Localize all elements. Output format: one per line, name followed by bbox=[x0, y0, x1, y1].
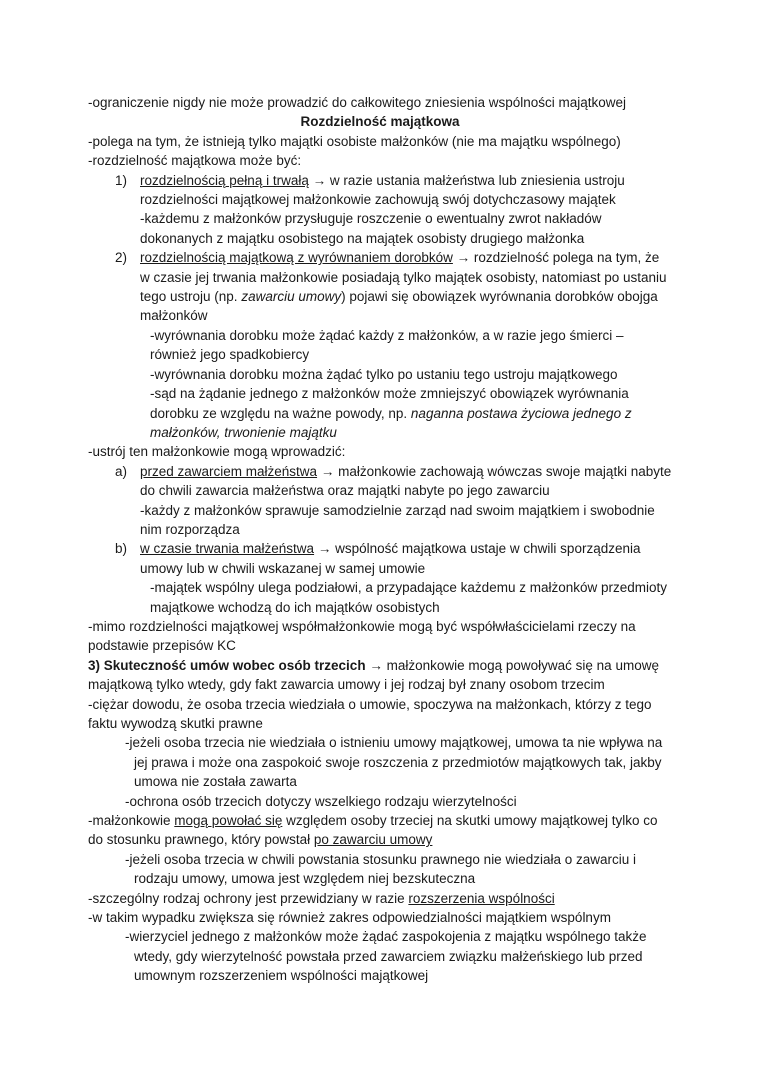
paragraph bbox=[88, 132, 672, 151]
text-run: → bbox=[452, 250, 474, 266]
indented-note bbox=[88, 850, 672, 889]
paragraph bbox=[88, 617, 672, 656]
text-run: → bbox=[314, 541, 336, 557]
text-run: -rozdzielność majątkowa może być: bbox=[88, 153, 302, 169]
paragraph bbox=[88, 889, 672, 908]
text-run: w czasie trwania małżeństwa bbox=[140, 541, 315, 557]
indented-note bbox=[88, 792, 672, 811]
text-run: naganna postawa życiowa jednego z małżonków, trwonienie majątku bbox=[150, 405, 632, 440]
text-run: -ciężar dowodu, że osoba trzecia wiedziała o umowie, spoczywa na małżonkach, którzy z tego faktu wywodzą skutki prawne bbox=[88, 696, 652, 731]
text-run: -szczególny rodzaj ochrony jest przewidziany w razie bbox=[88, 890, 409, 906]
text-run: -wyrównania dorobku można żądać tylko po ustaniu tego ustroju majątkowego bbox=[150, 366, 618, 382]
text-run: wspólność majątkowa ustaje w chwili sporządzenia umowy lub w chwili wskazanej w samej umowie bbox=[140, 541, 641, 576]
text-run: -każdy z małżonków sprawuje samodzielnie zarząd nad swoim majątkiem i swobodnie nim rozporządza bbox=[140, 502, 655, 537]
text-run: -sąd na żądanie jednego z małżonków może zmniejszyć obowiązek wyrównania dorobku ze względu na ważne powody, np. bbox=[150, 386, 629, 421]
text-run: -wyrównania dorobku może żądać każdy z małżonków, a w razie jego śmierci – również jego spadkobiercy bbox=[150, 327, 624, 363]
paragraph bbox=[88, 442, 672, 461]
text-run: -ograniczenie nigdy nie może prowadzić do całkowitego zniesienia wspólności majątkowej bbox=[88, 95, 627, 110]
text-run: -mimo rozdzielności majątkowej współmałżonkowie mogą być współwłaścicielami rzeczy na podstawie przepisów KC bbox=[88, 618, 636, 654]
text-run: -ochrona osób trzecich dotyczy wszelkiego rodzaju wierzytelności bbox=[125, 793, 517, 809]
text-run: -każdemu z małżonków przysługuje roszczenie o ewentualny zwrot nakładów dokonanych z majątku osobistego na majątek osobisty drugiego małżonka bbox=[140, 211, 602, 246]
text-run: rozdzielnością majątkową z wyrównaniem dorobków bbox=[140, 250, 453, 266]
list-marker: 2) bbox=[115, 250, 128, 266]
text-run: 3) Skuteczność umów wobec osób trzecich bbox=[88, 657, 366, 673]
indented-note bbox=[88, 733, 672, 791]
text-run: ) pojawi się obowiązek wyrównania dorobków obojga małżonków bbox=[140, 289, 658, 324]
text-run: -jeżeli osoba trzecia w chwili powstania stosunku prawnego nie wiedziała o zawarciu i rodzaju umowy, umowa jest względem niej bezskuteczna bbox=[125, 851, 637, 887]
text-run: rozdzielność polega na tym, że w czasie jej trwania małżonkowie posiadają tylko majątek osobisty, natomiast po ustaniu tego ustroju (np. bbox=[140, 250, 667, 305]
list-item-continuation bbox=[88, 209, 672, 248]
text-run: → bbox=[365, 657, 387, 673]
list-item bbox=[88, 171, 672, 210]
text-run: zawarciu umowy bbox=[241, 289, 342, 305]
text-run: Rozdzielność majątkowa bbox=[300, 114, 460, 130]
list-item-subnote bbox=[88, 578, 672, 617]
list-item bbox=[88, 462, 672, 501]
document-title bbox=[88, 112, 672, 131]
paragraph bbox=[88, 811, 672, 850]
text-run: małżonkowie zachowają wówczas swoje majątki nabyte do chwili zawarcia małżeństwa oraz majątki nabyte po jego zawarciu bbox=[140, 463, 672, 499]
text-run: -polega na tym, że istnieją tylko majątki osobiste małżonków (nie ma majątku wspólnego) bbox=[88, 133, 621, 149]
text-run: małżonkowie mogą powoływać się na umowę majątkową tylko wtedy, gdy fakt zawarcia umowy i jej rodzaj był znany osobom trzecim bbox=[88, 657, 659, 693]
text-run: -ustrój ten małżonkowie mogą wprowadzić: bbox=[88, 444, 346, 460]
list-marker: 1) bbox=[115, 172, 128, 188]
list-item-subnote bbox=[88, 384, 672, 442]
text-run: -majątek wspólny ulega podziałowi, a przypadające każdemu z małżonków przedmioty majątkowe wchodzą do ich majątków osobistych bbox=[150, 580, 668, 615]
list-item bbox=[88, 248, 672, 326]
text-run: -jeżeli osoba trzecia nie wiedziała o istnieniu umowy majątkowej, umowa ta nie wpływa na jej prawa i może ona zaspokoić swoje roszczenia z przedmiotów majątkowych tak, jakby umowa nie została zawarta bbox=[125, 735, 663, 790]
list-marker: b) bbox=[115, 541, 128, 557]
paragraph bbox=[88, 695, 672, 734]
text-run: względem osoby trzeciej na skutki umowy majątkowej tylko co do stosunku prawnego, który powstał bbox=[88, 813, 658, 848]
list-item-continuation bbox=[88, 501, 672, 540]
paragraph bbox=[88, 656, 672, 695]
list-item bbox=[88, 539, 672, 578]
text-run: mogą powołać się bbox=[174, 813, 283, 829]
text-run: -małżonkowie bbox=[88, 813, 175, 829]
list-marker: a) bbox=[115, 463, 128, 479]
text-run: rozdzielnością pełną i trwałą bbox=[140, 172, 309, 188]
text-run: po zawarciu umowy bbox=[313, 832, 433, 848]
text-run: przed zawarciem małżeństwa bbox=[140, 463, 318, 479]
text-run: -wierzyciel jednego z małżonków może żądać zaspokojenia z majątku wspólnego także wtedy, gdy wierzytelność powstała przed zawarciem związku małżeńskiego lub przed umownym rozszerzeniem wspólności majątkowej bbox=[125, 929, 647, 984]
text-run: w razie ustania małżeństwa lub zniesienia ustroju rozdzielności majątkowej małżonkowie zachowują swój dotychczasowy majątek bbox=[140, 172, 625, 208]
paragraph bbox=[88, 908, 672, 927]
text-run: → bbox=[308, 172, 330, 188]
text-run: -w takim wypadku zwiększa się również zakres odpowiedzialności majątkiem wspólnym bbox=[88, 910, 611, 926]
paragraph bbox=[88, 93, 672, 112]
text-run: rozszerzenia wspólności bbox=[408, 890, 555, 906]
list-item-subnote bbox=[88, 365, 672, 384]
paragraph bbox=[88, 151, 672, 170]
indented-note bbox=[88, 927, 672, 985]
list-item-subnote bbox=[88, 326, 672, 365]
text-run: → bbox=[317, 463, 339, 479]
